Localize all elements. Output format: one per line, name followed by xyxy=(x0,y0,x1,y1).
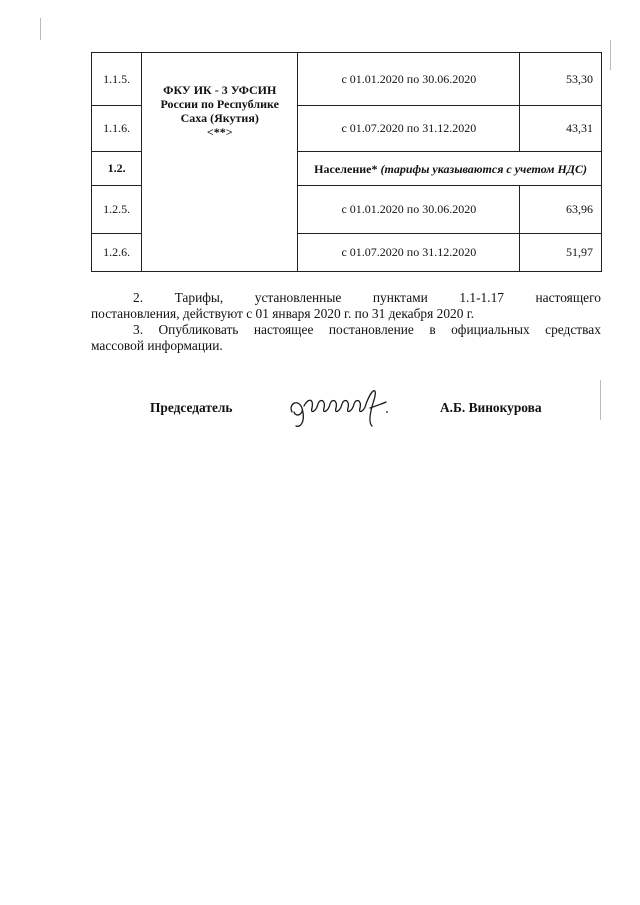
paragraph-line: постановления, действуют с 01 января 2020 г. по 31 декабря 2020 г. xyxy=(91,306,475,321)
org-line: Саха (Якутия) xyxy=(180,111,259,125)
word: настоящего xyxy=(535,290,601,305)
tariff-table xyxy=(91,52,602,272)
row-number: 1.1.6. xyxy=(92,106,142,152)
word: 3. xyxy=(133,322,144,337)
handwritten-signature xyxy=(286,382,398,430)
tariff-value: 43,31 xyxy=(520,106,602,152)
word: в xyxy=(429,322,436,337)
tariff-value: 53,30 xyxy=(520,53,602,106)
paragraph-line xyxy=(91,290,601,306)
word: настоящее xyxy=(253,322,314,337)
paragraph-line: массовой информации. xyxy=(91,338,223,353)
tariff-value: 63,96 xyxy=(520,186,602,234)
paragraph-line xyxy=(91,322,601,338)
word: 2. xyxy=(133,290,144,305)
organization-cell xyxy=(142,53,298,272)
period-cell: с 01.07.2020 по 31.12.2020 xyxy=(298,106,520,152)
word: установленные xyxy=(254,290,342,305)
signatory-name: А.Б. Винокурова xyxy=(440,400,542,415)
scan-artifact xyxy=(610,40,611,70)
paragraph-3 xyxy=(91,322,601,354)
word: Тарифы, xyxy=(174,290,224,305)
word: официальных xyxy=(451,322,530,337)
word: 1.1-1.17 xyxy=(459,290,504,305)
row-number: 1.2.6. xyxy=(92,234,142,272)
word: средствах xyxy=(545,322,601,337)
row-number: 1.2.5. xyxy=(92,186,142,234)
word: пунктами xyxy=(372,290,428,305)
org-line: ФКУ ИК - 3 УФСИН xyxy=(163,83,277,97)
population-header-cell xyxy=(298,152,602,186)
paragraph-2 xyxy=(91,290,601,322)
row-number: 1.2. xyxy=(92,152,142,186)
scan-artifact xyxy=(600,380,601,420)
org-line: России по Республике xyxy=(160,97,279,111)
population-label: Население* xyxy=(314,161,378,176)
period-cell: с 01.07.2020 по 31.12.2020 xyxy=(298,234,520,272)
population-note: (тарифы указываются с учетом НДС) xyxy=(380,161,587,176)
period-cell: с 01.01.2020 по 30.06.2020 xyxy=(298,53,520,106)
period-cell: с 01.01.2020 по 30.06.2020 xyxy=(298,186,520,234)
row-number: 1.1.5. xyxy=(92,53,142,106)
word: постановление xyxy=(328,322,414,337)
word: Опубликовать xyxy=(158,322,239,337)
scan-artifact xyxy=(40,18,41,40)
org-line: <**> xyxy=(206,125,233,139)
signatory-title: Председатель xyxy=(150,400,233,415)
table-row xyxy=(92,53,602,106)
tariff-value: 51,97 xyxy=(520,234,602,272)
